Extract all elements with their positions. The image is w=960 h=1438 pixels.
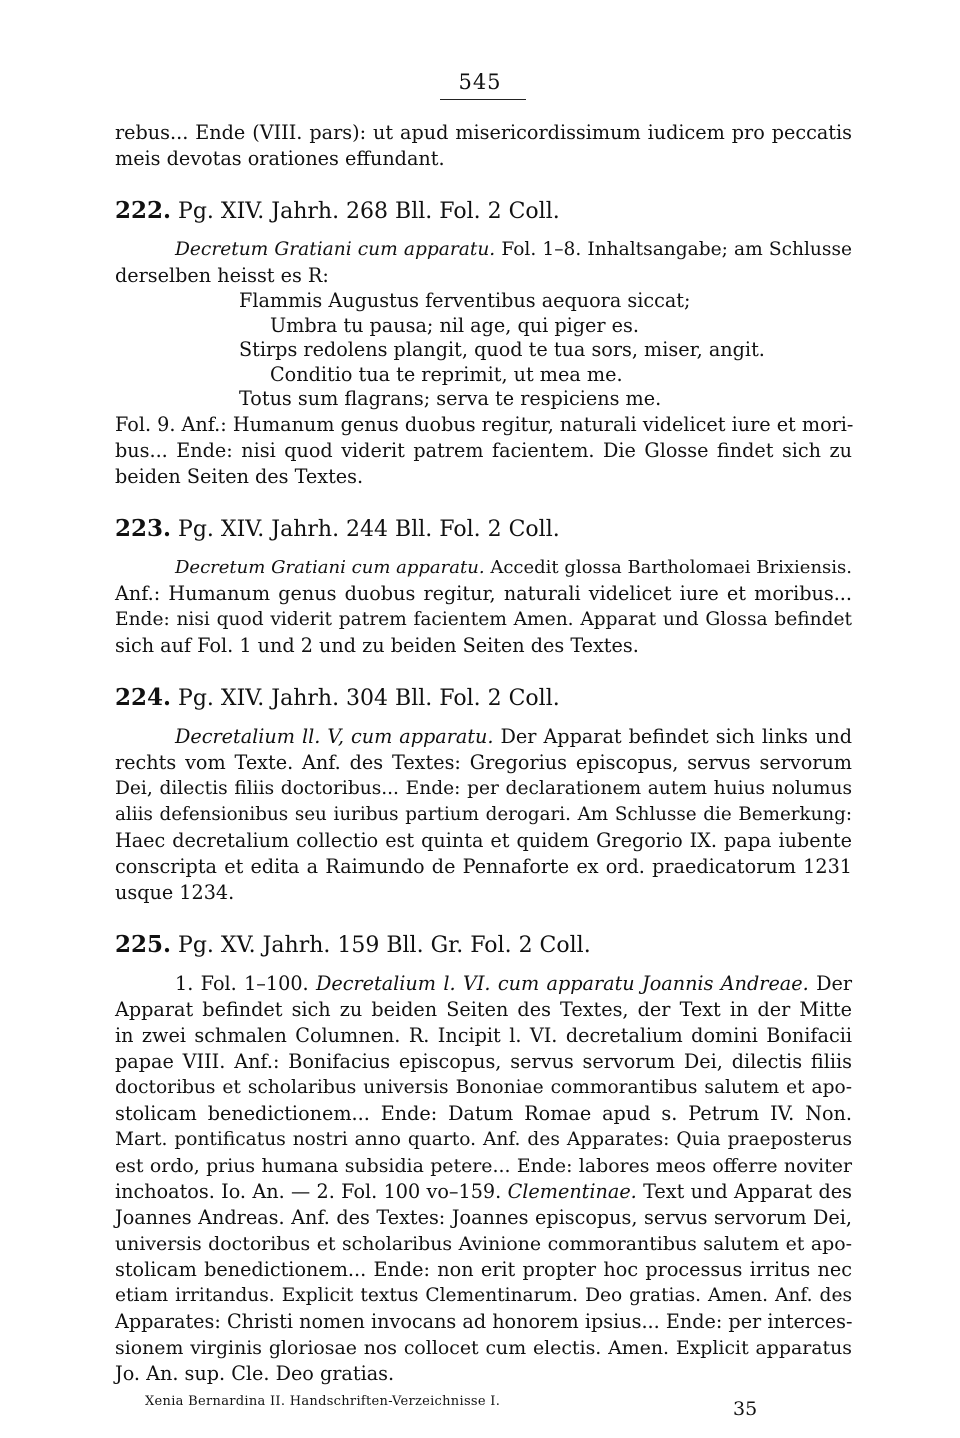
entry-number: 223. [115,514,172,542]
text-line: meis devotas orationes effundant. [115,147,445,170]
text-line [115,555,852,581]
entry-224-heading [115,684,852,713]
work-title: Decretum Gratiani cum apparatu. [175,556,485,578]
page-number: 545 [458,70,502,94]
text-line: sionem virginis gloriosae nos collocet cum electis. Amen. Explicit apparatus [115,1336,852,1359]
entry-number: 222. [115,197,172,224]
entry-description: Pg. XIV. Jahrh. 244 Bll. Fol. 2 Coll. [178,516,560,542]
text-span: Fol. 1–8. Inhaltsangabe; am Schlusse [495,239,852,260]
text-line: Jo. An. sup. Cle. Deo gratias. [115,1361,395,1385]
text-line [115,724,852,750]
text-line: Dei, dilectis filiis doctoribus... Ende: per declarationem autem huius nolumus [115,777,852,799]
text-span: Der Apparat befindet sich links und [493,724,852,748]
work-title: Decretalium l. VI. cum apparatu Joannis Andreae. [316,971,809,995]
text-span: Text und Apparat des [636,1179,852,1203]
text-line: papae VIII. Anf.: Bonifacius episcopus, servus servorum Dei, dilectis filiis [115,1049,852,1073]
page-body [115,120,852,1387]
verse-line: Totus sum flagrans; serva te respiciens me. [239,387,662,410]
verse-line: Stirps redolens plangit, quod te tua sors, miser, angit. [239,338,765,361]
page-number-rule [440,99,526,100]
signature-mark: 35 [733,1398,758,1420]
text-line: universis doctoribus et scholaribus Avinione commorantibus salutem et apo- [115,1232,852,1255]
entry-223-heading [115,515,852,544]
text-span: 1. Fol. 1–100. [175,971,316,995]
entry-number: 224. [115,683,172,711]
text-line: est ordo, prius humana subsidia petere... Ende: labores meos offerre noviter [115,1154,852,1177]
text-span: Accedit glossa Bartholomaei Brixiensis. [484,556,852,578]
text-line: Apparat befindet sich zu beiden Seiten des Textes, der Text in der Mitte [115,997,852,1021]
entry-222-heading [115,197,852,226]
text-line: Haec decretalium collectio est quinta et quidem Gregorio IX. papa iubente [115,828,852,852]
text-line: Mart. pontificatus nostri anno quarto. Anf. des Apparates: Quia praeposterus [115,1128,852,1150]
verse-line: Conditio tua te reprimit, ut mea me. [270,362,623,386]
entry-225-heading [115,931,852,960]
work-title: Decretalium ll. V, cum apparatu. [175,724,494,748]
text-line [115,237,852,263]
text-line: rechts vom Texte. Anf. des Textes: Gregorius episcopus, servus servorum [115,750,852,774]
verse-line: Umbra tu pausa; nil age, qui piger es. [270,313,639,337]
work-title: Decretum Gratiani cum apparatu. [175,239,496,260]
text-line: Joannes Andreas. Anf. des Textes: Joannes episcopus, servus servorum Dei, [115,1205,852,1229]
text-line: doctoribus et scholaribus universis Bononiae commorantibus salutem et apo- [115,1076,852,1098]
text-line: Anf.: Humanum genus duobus regitur, naturali videlicet iure et moribus... [115,581,852,605]
verse-line: Flammis Augustus ferventibus aequora siccat; [239,289,691,312]
text-line: in zwei schmalen Columnen. R. Incipit l. VI. decretalium domini Bonifacii [115,1023,852,1047]
text-line: beiden Seiten des Textes. [115,464,364,488]
text-line: bus... Ende: nisi quod viderit patrem facientem. Die Glosse findet sich zu [115,438,852,462]
text-line: stolicam benedictionem... Ende: non erit propter hoc processus irritus nec [115,1257,852,1281]
work-title: Clementinae. [507,1179,637,1203]
text-line: Apparates: Christi nomen invocans ad honorem ipsius... Ende: per interces- [115,1309,853,1333]
text-line: stolicam benedictionem... Ende: Datum Romae apud s. Petrum IV. Non. [115,1101,852,1125]
text-line: aliis defensionibus seu iuribus partium derogari. Am Schlusse die Bemerkung: [115,803,852,825]
text-span: Der [808,971,853,995]
text-line: Ende: nisi quod viderit patrem facientem Amen. Apparat und Glossa befindet [115,608,852,630]
text-line: conscripta et edita a Raimundo de Pennaforte ex ord. praedicatorum 1231 [115,854,852,878]
text-line [115,1179,852,1205]
footer-imprint: Xenia Bernardina II. Handschriften-Verzeichnisse I. [145,1394,501,1409]
entry-number: 225. [115,930,172,958]
text-line: rebus... Ende (VIII. pars): ut apud misericordissimum iudicem pro peccatis [115,121,852,144]
entry-description: Pg. XV. Jahrh. 159 Bll. Gr. Fol. 2 Coll. [178,932,591,958]
text-line: derselben heisst es R: [115,264,329,287]
entry-description: Pg. XIV. Jahrh. 304 Bll. Fol. 2 Coll. [178,685,560,711]
text-line: sich auf Fol. 1 und 2 und zu beiden Seiten des Textes. [115,633,639,657]
entry-description: Pg. XIV. Jahrh. 268 Bll. Fol. 2 Coll. [178,199,560,224]
text-span: inchoatos. Io. An. — 2. Fol. 100 vo–159. [115,1179,508,1203]
text-line [115,971,852,997]
text-line: usque 1234. [115,880,235,904]
text-line: Fol. 9. Anf.: Humanum genus duobus regitur, naturali videlicet iure et mori- [115,412,854,436]
text-line: etiam irritandus. Explicit textus Clementinarum. Deo gratias. Amen. Anf. des [115,1284,852,1306]
